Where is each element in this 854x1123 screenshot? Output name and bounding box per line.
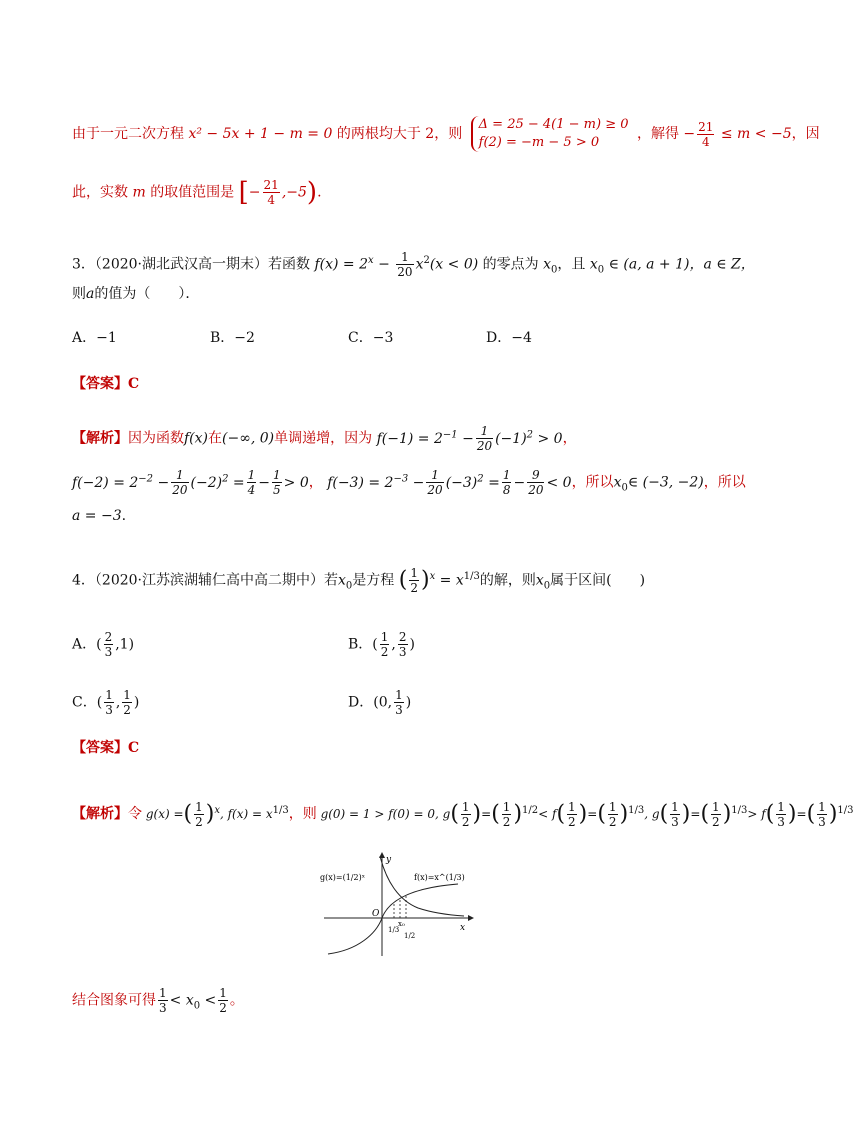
- q4-answer-value: C: [128, 740, 140, 756]
- q4-an-c8-den: 3: [818, 815, 826, 829]
- q4-stem-c: 的解，则: [479, 572, 536, 589]
- q3-func-exp: x: [368, 254, 374, 266]
- q3-an2-m: ，所以: [571, 474, 614, 491]
- q4-an-c8-close: ): [828, 801, 838, 827]
- p1-tail: ，因: [791, 126, 820, 142]
- q4-stem-b: 是方程: [352, 572, 395, 589]
- q3-an1-den: 20: [476, 439, 493, 453]
- q4-eq-exp: x: [429, 570, 436, 582]
- p1-system-row2: f(2) = −m − 5 > 0: [478, 135, 600, 150]
- q4-an-c4: =: [587, 807, 598, 821]
- q4-an-c2-close: ): [513, 801, 523, 827]
- q4-an-c8-open: (: [806, 801, 816, 827]
- q3-an2-n1: 1: [171, 468, 188, 483]
- q4-an-g-open: (: [183, 801, 193, 827]
- q4-an-c8: =: [796, 807, 807, 821]
- q4-option-d-pre: (0,: [373, 694, 393, 711]
- q4-stem: [72, 566, 645, 595]
- q4-an-c-num: 1: [461, 800, 470, 814]
- q4-an-c4-exp: 1/3: [628, 805, 645, 816]
- q3-func-x-exp: 2: [423, 254, 430, 266]
- q3-an2-eq2: [327, 468, 572, 497]
- q3-an2-exp2: 2: [222, 472, 229, 484]
- q4-an-g-close: ): [205, 801, 215, 827]
- q3-an2-n3: 1: [273, 468, 281, 482]
- q3-an1-eq-exp: −1: [442, 428, 458, 440]
- p1-line2-b: 的取值范围是: [150, 184, 235, 201]
- q4-an-c5-num: 1: [671, 800, 679, 814]
- q3-option-b-label: B．: [210, 330, 235, 346]
- q3-option-a-label: A．: [72, 330, 97, 346]
- q4-eq-den: 2: [410, 581, 418, 595]
- q4-option-d-num: 1: [395, 688, 403, 702]
- q3-option-d-value: −4: [511, 330, 532, 346]
- q4-an-c5: , g: [644, 807, 660, 821]
- q4-an-g: g(x) =: [145, 807, 184, 821]
- q4-option-b-num1: 1: [380, 630, 389, 644]
- q4-concl-b: < x: [169, 992, 194, 1009]
- q4-option-c[interactable]: C．( $\frac{1}{3}$ , $\frac{1}{2}$ ): [72, 688, 140, 717]
- q4-an-c8-exp: 1/3: [837, 805, 854, 816]
- q4-option-b-den2: 3: [398, 645, 407, 659]
- q4-an-g-exp: x: [214, 805, 220, 816]
- q4-an-c5-frac: [670, 800, 680, 829]
- q4-an-c-close: ): [472, 801, 482, 827]
- p1-system-row1: Δ = 25 − 4(1 − m) ≥ 0: [478, 117, 629, 132]
- q3-an2-n: ∈ (−3, −2): [627, 474, 704, 491]
- q4-option-d[interactable]: D．(0, $\frac{1}{3}$ ): [348, 688, 412, 717]
- q4-an-c3: < f: [538, 807, 557, 821]
- q3-stem-b: 的零点为: [482, 256, 539, 273]
- q4-an-c6: =: [690, 807, 701, 821]
- q3-option-d-label: D．: [486, 330, 512, 346]
- q4-x0b: x: [535, 572, 544, 589]
- p1-system: [471, 116, 629, 152]
- q4-option-c-frac2: [122, 688, 132, 717]
- q3-func-a: f(x) = 2: [314, 256, 368, 273]
- q4-option-a-tail: ,1): [115, 636, 135, 653]
- q3-an2-d2: 4: [247, 483, 256, 497]
- q3-an2-f: > 0: [283, 474, 309, 491]
- q3-an1-interval: (−∞, 0): [222, 430, 275, 447]
- q3-an1-eq: [376, 424, 563, 453]
- q4-an-c6-den: 2: [712, 815, 720, 829]
- q4-eq-fraction: [409, 566, 419, 595]
- q4-option-a-frac: [104, 630, 114, 659]
- q3-an2-l: < 0: [546, 474, 572, 491]
- q4-answer: [72, 738, 139, 758]
- q3-option-c-value: −3: [372, 330, 394, 346]
- q3-answer: [72, 374, 139, 394]
- q4-an-b: ，则: [288, 806, 317, 822]
- q4-option-b-frac1: [380, 630, 390, 659]
- q4-an-g-num: 1: [195, 800, 203, 814]
- q3-an2-exp: −2: [138, 472, 154, 484]
- q4-eq-open: (: [398, 567, 408, 593]
- q3-option-b-value: −2: [234, 330, 255, 346]
- q4-concl-end: 。: [229, 992, 244, 1009]
- q4-an-c4-den: 2: [608, 815, 617, 829]
- q3-an1-f: f(x): [184, 430, 209, 447]
- q4-option-c-den2: 2: [123, 703, 131, 717]
- q3-an2-sep: ，: [308, 474, 323, 491]
- p1-range-tail: ,−5: [281, 184, 307, 201]
- q3-option-d[interactable]: [486, 328, 532, 348]
- q4-an-g-frac: [194, 800, 204, 829]
- q4-an-c8-frac: [817, 800, 827, 829]
- q4-an-c8-num: 1: [818, 800, 826, 814]
- q3-var-a: a: [86, 286, 95, 302]
- q4-an-c3-frac: [567, 800, 577, 829]
- p1-ineq-tail: ≤ m < −5: [720, 126, 792, 142]
- q4-concl-frac2: [218, 986, 228, 1015]
- q3-an2-frac3: [272, 468, 282, 497]
- p1-range-den: 4: [267, 193, 275, 207]
- q3-stem-e: 的值为（ ）．: [94, 286, 200, 302]
- q3-an2-g: f(−3) = 2: [327, 474, 394, 491]
- q4-concl-den1: 3: [159, 1001, 167, 1015]
- q4-an-c7: > f: [747, 807, 766, 821]
- q4-option-d-frac: [394, 688, 404, 717]
- q3-analysis-line1: [72, 424, 577, 453]
- q3-an2-h: −: [412, 474, 425, 491]
- q3-cond-sub: 0: [597, 264, 605, 276]
- q4-an-c7-frac: [776, 800, 786, 829]
- q4-option-b[interactable]: B．( $\frac{1}{2}$ , $\frac{2}{3}$ ): [348, 630, 415, 659]
- q3-stem-d: 则: [72, 286, 86, 302]
- p1-end: .: [317, 184, 322, 201]
- q3-an1-eq-exp2: 2: [526, 428, 534, 440]
- q3-option-c[interactable]: [348, 328, 393, 348]
- q4-an-a: 令: [128, 806, 142, 822]
- q3-analysis-line2: [72, 468, 746, 497]
- p1-mid: 的两根均大于 2，则: [336, 126, 463, 142]
- p1-line2-a: 此，实数: [72, 184, 128, 201]
- q3-an2-a: f(−2) = 2: [72, 474, 139, 491]
- q3-an2-n6: 9: [527, 468, 544, 483]
- q3-an2-frac1: [171, 468, 188, 497]
- q3-an2-c: (−2): [190, 474, 223, 491]
- q3-an2-frac2: [247, 468, 257, 497]
- p1-frac-num: 21: [698, 119, 714, 134]
- graph-tick-x0: x₀: [398, 920, 405, 928]
- graph-x-label: x: [460, 923, 466, 933]
- q4-an-c5-close: ): [681, 801, 691, 827]
- q4-stem-a: 4．（2020·江苏滨湖辅仁高中高二期中）若: [72, 572, 338, 589]
- p1-range-fraction: [263, 178, 280, 207]
- q3-an2-x0: x: [613, 474, 622, 491]
- q4-concl-a: 结合图象可得: [72, 992, 156, 1009]
- q3-an2-frac6: [527, 468, 544, 497]
- q4-analysis: [72, 800, 854, 829]
- q4-an-c6-num: 1: [712, 800, 720, 814]
- q3-an1-b: 在: [208, 430, 223, 447]
- q4-option-c-frac1: [104, 688, 114, 717]
- q4-conclusion: [72, 986, 244, 1015]
- q4-option-b-num2: 2: [398, 630, 407, 644]
- q3-an2-n4: 1: [426, 468, 443, 483]
- q4-an-c3-num: 1: [568, 800, 576, 814]
- q3-an2-n5: 1: [502, 468, 511, 482]
- p1-frac-den: 4: [701, 134, 710, 149]
- q3-an2-d: =: [232, 474, 245, 491]
- q3-an1-c: 单调递增，因为: [274, 430, 373, 447]
- q4-option-b-frac2: [398, 630, 408, 659]
- graph-tick-third: 1/3: [388, 926, 400, 934]
- q4-eq-close: ): [420, 567, 430, 593]
- q4-an-c2-exp: 1/2: [522, 805, 539, 816]
- q4-option-c-num2: 1: [123, 688, 131, 702]
- q3-an2-e: −: [258, 474, 270, 491]
- p1-after: ，解得: [636, 126, 679, 142]
- q4-option-d-label: D．: [348, 694, 374, 711]
- q3-func-minus: −: [378, 256, 390, 273]
- q3-stem-line1: [72, 250, 755, 279]
- q4-an-c3-den: 2: [568, 815, 576, 829]
- q3-option-b[interactable]: [210, 328, 255, 348]
- q3-an2-d4: 20: [427, 483, 443, 497]
- q4-an-c6-frac: [711, 800, 721, 829]
- p1-range-minus: −: [248, 184, 261, 201]
- q3-an2-d5: 8: [502, 483, 511, 497]
- q4-x0b-sub: 0: [543, 580, 551, 592]
- q3-x0-sub: 0: [551, 264, 558, 276]
- q3-an1-eq-a: f(−1) = 2: [376, 430, 443, 447]
- p1-range-close: ): [306, 177, 318, 208]
- q3-analysis-label: 【解析】: [72, 430, 128, 447]
- q3-an2-d3: 5: [273, 483, 281, 497]
- q4-an-c6-exp: 1/3: [731, 805, 748, 816]
- graph-origin-label: O: [372, 909, 380, 919]
- q4-answer-label: 【答案】: [72, 740, 128, 756]
- q3-stem-a: 3．（2020·湖北武汉高一期末）若函数: [72, 256, 310, 273]
- q4-an-c-den: 2: [461, 815, 470, 829]
- q3-an1-a: 因为函数: [128, 430, 184, 447]
- q3-an3-end: .: [121, 508, 127, 524]
- q4-option-d-den: 3: [395, 703, 403, 717]
- q4-an-c7-num: 1: [777, 800, 785, 814]
- q4-option-a-label: A．: [72, 636, 97, 653]
- q4-an-c-frac: [461, 800, 471, 829]
- q4-x0-sub: 0: [345, 580, 353, 592]
- q3-an2-d1: 20: [172, 483, 188, 497]
- q3-analysis-line3: [72, 506, 126, 526]
- q4-an-c4-num: 1: [608, 800, 617, 814]
- q3-an2-x0sub: 0: [621, 482, 628, 494]
- q4-an-c7-close: ): [787, 801, 797, 827]
- q3-an3: a = −3: [72, 508, 122, 524]
- q4-an-f: , f(x) = x: [219, 807, 273, 821]
- p1-line1: [72, 116, 820, 152]
- q3-func-den: 20: [397, 265, 413, 279]
- q3-an2-b: −: [157, 474, 170, 491]
- q4-an-c7-den: 3: [777, 815, 785, 829]
- q4-option-b-label: B．: [348, 636, 373, 653]
- q4-an-c2-frac: [502, 800, 512, 829]
- q3-func-num: 1: [396, 250, 413, 265]
- q4-an-c-open: (: [450, 801, 459, 827]
- q4-option-a-den: 3: [104, 645, 113, 659]
- q4-concl-den2: 2: [219, 1001, 227, 1015]
- q4-an-c4-frac: [608, 800, 618, 829]
- q4-concl-frac1: [158, 986, 168, 1015]
- q3-cond-b: ∈ (a, a + 1)，a ∈ Z，: [608, 256, 755, 273]
- q3-an2-exp4: 2: [477, 472, 484, 484]
- q3-an2-k: −: [513, 474, 526, 491]
- q4-eq-mid: = x: [439, 572, 464, 589]
- q3-an1-eq-c: (−1): [495, 430, 527, 447]
- q3-func-domain: (x < 0): [429, 256, 479, 273]
- q4-an-c2: =: [481, 807, 492, 821]
- q3-an1-end: ，: [562, 430, 577, 447]
- f-curve: [328, 884, 458, 954]
- q3-an2-frac4: [426, 468, 443, 497]
- graph-f-label: f(x)=x^(1/3): [414, 873, 465, 882]
- q4-option-c-den1: 3: [105, 703, 113, 717]
- q4-option-c-label: C．: [72, 694, 97, 711]
- p1-fraction: [697, 120, 714, 149]
- p1-range-open: [: [238, 177, 249, 208]
- p1-lead: 由于一元二次方程: [72, 126, 184, 142]
- graph-g-label: g(x)=(1/2)ˣ: [320, 873, 366, 882]
- q3-option-a-value: −1: [96, 330, 117, 346]
- q3-an1-eq-minus: −: [462, 430, 474, 447]
- q4-an-c5-open: (: [659, 801, 669, 827]
- q3-answer-label: 【答案】: [72, 376, 128, 392]
- q4-concl-c: <: [204, 992, 217, 1009]
- p1-ineq-minus: −: [683, 126, 696, 142]
- q3-an2-o: ，所以: [703, 474, 746, 491]
- q3-an2-j: =: [488, 474, 500, 491]
- q3-cond-x: x: [589, 256, 598, 273]
- q4-an-c: g(0) = 1 > f(0) = 0, g: [320, 807, 451, 821]
- q4-option-a[interactable]: A．( $\frac{2}{3}$ ,1): [72, 630, 135, 659]
- q3-an2-d6: 20: [528, 483, 544, 497]
- q4-stem-d: 属于区间( ): [550, 572, 646, 589]
- q4-an-c3-open: (: [556, 801, 566, 827]
- function-graph: [318, 850, 478, 960]
- graph-y-label: y: [386, 855, 392, 865]
- q4-an-c4-close: ): [619, 801, 629, 827]
- q3-an2-n2: 1: [247, 468, 256, 482]
- q4-an-c4-open: (: [597, 801, 606, 827]
- q4-x0: x: [338, 572, 346, 589]
- p1-equation: x² − 5x + 1 − m = 0: [188, 126, 333, 142]
- q4-an-c2-open: (: [491, 801, 500, 827]
- q4-an-c2-num: 1: [502, 800, 511, 814]
- q4-eq-rexp: 1/3: [463, 570, 480, 582]
- x-axis-arrow-icon: [468, 915, 474, 921]
- q4-an-g-den: 2: [195, 815, 203, 829]
- q4-an-c7-open: (: [765, 801, 775, 827]
- q3-an1-num: 1: [476, 424, 493, 439]
- q3-an1-fraction: [476, 424, 493, 453]
- g-curve: [380, 856, 464, 916]
- q3-an2-frac5: [502, 468, 512, 497]
- q4-option-c-num1: 1: [105, 688, 113, 702]
- q4-an-c6-open: (: [700, 801, 710, 827]
- q4-an-c3-close: ): [578, 801, 588, 827]
- q3-x0: x: [543, 256, 552, 273]
- q3-an2-eq1: [72, 468, 309, 497]
- q3-an2-i: (−3): [445, 474, 478, 491]
- q3-func-x: x: [415, 256, 424, 273]
- p1-range-num: 21: [263, 178, 279, 192]
- q4-eq-num: 1: [410, 566, 418, 580]
- q4-analysis-label: 【解析】: [72, 806, 128, 822]
- q4-an-c5-den: 3: [671, 815, 679, 829]
- q3-an1-eq-d: > 0: [537, 430, 563, 447]
- q4-concl-num1: 1: [159, 986, 167, 1000]
- q4-an-c6-close: ): [722, 801, 732, 827]
- q4-option-b-den1: 2: [380, 645, 389, 659]
- p1-var-m: m: [132, 184, 146, 201]
- q3-option-c-label: C．: [348, 330, 373, 346]
- q4-an-c2-den: 2: [502, 815, 511, 829]
- q3-func-fraction: [396, 250, 413, 279]
- q3-option-a[interactable]: [72, 328, 117, 348]
- q4-concl-num2: 1: [219, 986, 227, 1000]
- graph-tick-half: 1/2: [404, 932, 416, 940]
- q4-concl-sub: 0: [193, 1000, 201, 1012]
- p1-line2: [72, 178, 322, 207]
- q3-stem-c: ，且: [557, 256, 586, 273]
- q3-answer-value: C: [128, 376, 140, 392]
- q4-option-a-num: 2: [104, 630, 113, 644]
- q4-an-f-exp: 1/3: [272, 805, 289, 816]
- q3-stem-line2: [72, 284, 199, 304]
- q3-an2-exp3: −3: [393, 472, 409, 484]
